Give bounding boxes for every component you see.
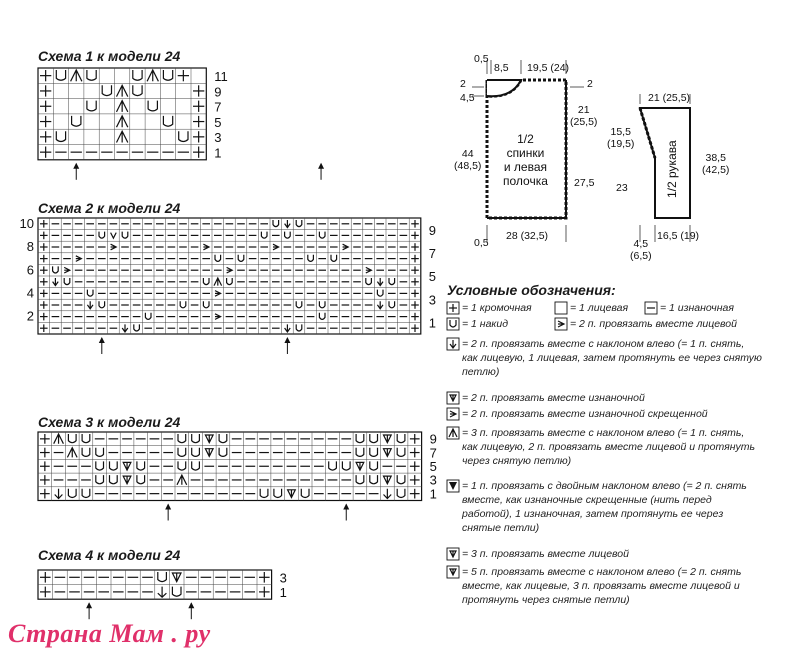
legend-item-text: = 5 п. провязать вместе с наклоном влево (= 2 п. снять вместе, как лицевые, 3 п. провязать вместе лицевой и протянуть через снятые петли) bbox=[462, 566, 742, 606]
row-number-right: 1 bbox=[428, 315, 437, 331]
row-number-right: 9 bbox=[214, 84, 222, 100]
sleeve-piece-label: 1/2 рукава bbox=[665, 140, 679, 198]
repeat-arrow bbox=[86, 602, 92, 619]
repeat-arrow bbox=[99, 337, 105, 354]
legend-item-text: = 2 п. провязать вместе лицевой bbox=[570, 318, 737, 330]
row-number-right: 1 bbox=[279, 585, 287, 601]
legend-item-text: = 1 лицевая bbox=[570, 302, 629, 314]
legend-item-text: = 2 п. провязать вместе с наклоном влево (= 1 п. снять, как лицевую, 1 лицевая, затем протянуть ее через снятую петлю) bbox=[462, 338, 762, 378]
repeat-arrow bbox=[318, 163, 324, 180]
legend-item-text: = 2 п. провязать вместе изнаночной скрещенной bbox=[462, 408, 708, 420]
row-number-left: 8 bbox=[26, 239, 34, 255]
scheme-4-grid bbox=[38, 570, 287, 619]
repeat-arrow bbox=[188, 602, 194, 619]
dimension-label: 28 (32,5) bbox=[506, 230, 549, 242]
row-number-right: 3 bbox=[429, 472, 437, 488]
back-piece-label: 1/2 спинки и левая полочка bbox=[503, 132, 548, 188]
repeat-arrow bbox=[343, 504, 349, 521]
row-number-right: 11 bbox=[214, 69, 228, 85]
row-number-left: 4 bbox=[26, 285, 34, 301]
scheme-2-grid bbox=[20, 216, 437, 354]
dimension-label: 4,5 (6,5) bbox=[630, 238, 652, 262]
legend-item-text: = 2 п. провязать вместе изнаночной bbox=[462, 392, 645, 404]
legend-item-text: = 1 накид bbox=[462, 318, 509, 330]
legend-item-text: = 3 п. провязать вместе лицевой bbox=[462, 548, 629, 560]
dimension-label: 0,5 bbox=[474, 237, 489, 249]
row-number-right: 3 bbox=[279, 570, 287, 586]
dimension-label: 44 (48,5) bbox=[454, 148, 482, 172]
dimension-label: 15,5 (19,5) bbox=[607, 126, 635, 150]
legend-title: Условные обозначения: bbox=[447, 282, 616, 298]
dimension-label: 0,5 bbox=[474, 53, 489, 65]
scheme-1-title: Схема 1 к модели 24 bbox=[38, 48, 181, 64]
row-number-right: 7 bbox=[428, 246, 437, 262]
dimension-label: 21 (25,5) bbox=[570, 104, 598, 128]
row-number-right: 7 bbox=[429, 445, 437, 461]
legend-item-text: = 1 изнаночная bbox=[660, 302, 734, 314]
dimension-label: 23 bbox=[616, 182, 628, 194]
repeat-arrow bbox=[284, 337, 290, 354]
row-number-right: 3 bbox=[428, 292, 437, 308]
legend-item-text: = 3 п. провязать вместе с наклоном влево (= 1 п. снять, как лицевую, 2 п. провязать вместе лицевой и протянуть через снятую петлю) bbox=[462, 427, 755, 467]
dimension-label: 2 bbox=[587, 78, 593, 90]
row-number-left: 2 bbox=[26, 308, 34, 324]
row-number-right: 9 bbox=[429, 431, 437, 447]
scheme-1-grid bbox=[38, 68, 324, 180]
legend-item-text: = 1 кромочная bbox=[462, 302, 532, 314]
scheme-4-title: Схема 4 к модели 24 bbox=[38, 547, 181, 563]
row-number-right: 5 bbox=[429, 459, 437, 475]
row-number-left: 10 bbox=[19, 215, 34, 231]
dimension-label: 38,5 (42,5) bbox=[702, 152, 730, 176]
dimension-label: 4,5 bbox=[460, 92, 475, 104]
row-number-right: 7 bbox=[214, 99, 222, 115]
row-number-left: 6 bbox=[26, 262, 34, 278]
dimension-label: 27,5 bbox=[574, 177, 595, 189]
row-number-right: 5 bbox=[214, 114, 222, 130]
row-number-right: 1 bbox=[214, 145, 222, 161]
watermark: Страна Мам . ру bbox=[8, 619, 211, 648]
row-number-right: 1 bbox=[429, 486, 437, 502]
dimension-label: 16,5 (19) bbox=[657, 230, 700, 242]
dimension-label: 8,5 bbox=[494, 62, 509, 74]
repeat-arrow bbox=[165, 504, 171, 521]
repeat-arrow bbox=[73, 163, 79, 180]
row-number-right: 5 bbox=[428, 269, 437, 285]
row-number-right: 3 bbox=[214, 130, 222, 146]
dimension-label: 2 bbox=[460, 78, 466, 90]
row-number-right: 9 bbox=[428, 222, 437, 238]
scheme-3-title: Схема 3 к модели 24 bbox=[38, 414, 181, 430]
dimension-label: 19,5 (24) bbox=[527, 62, 570, 74]
legend-item-text: = 1 п. провязать с двойным наклоном влево (= 2 п. снять вместе, как изнаночные скрещенные (нить перед работой), 1 изнаночная, затем протянуть ее через снятые петли) bbox=[462, 480, 747, 534]
dimension-label: 21 (25,5) bbox=[648, 92, 691, 104]
scheme-2-title: Схема 2 к модели 24 bbox=[38, 200, 181, 216]
scheme-3-grid bbox=[38, 432, 437, 521]
